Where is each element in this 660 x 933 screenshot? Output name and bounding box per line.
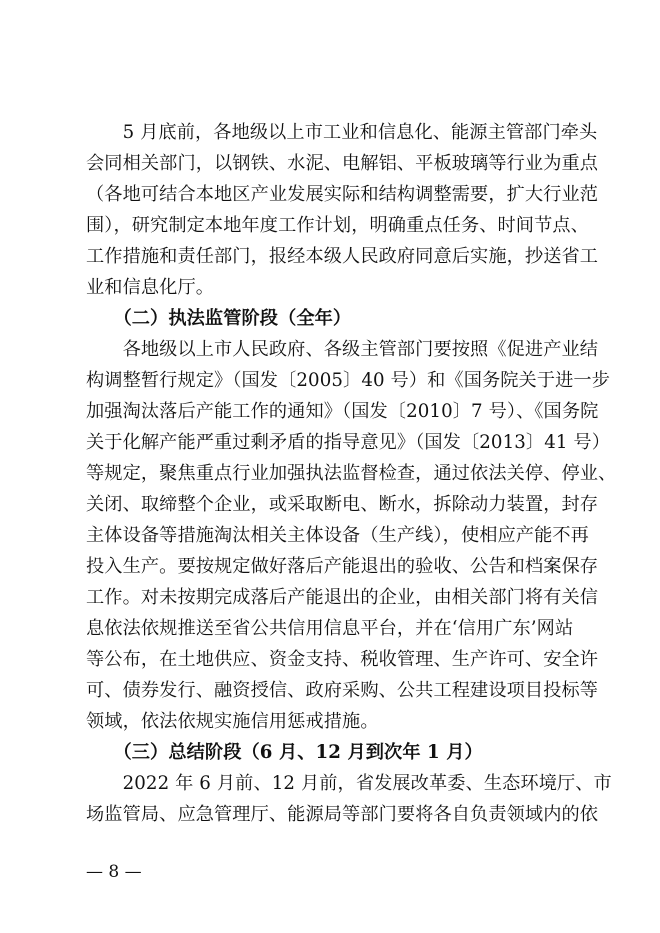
paragraph-line: 场监管局、应急管理厅、能源局等部门要将各自负责领域内的依	[86, 804, 599, 825]
paragraph-line: 围），研究制定本地年度工作计划，明确重点任务、时间节点、	[86, 215, 589, 236]
paragraph-line: 构调整暂行规定》（国发〔2005〕40 号）和《国务院关于进一步	[86, 370, 610, 391]
paragraph-line: 5 月底前，各地级以上市工业和信息化、能源主管部门牵头	[86, 122, 598, 143]
page-number: — 8 —	[86, 862, 142, 882]
paragraph-line: 领域，依法依规实施信用惩戒措施。	[86, 711, 379, 732]
paragraph-line: （各地可结合本地区产业发展实际和结构调整需要，扩大行业范	[86, 184, 599, 205]
paragraph-line: 关于化解产能严重过剩矛盾的指导意见》（国发〔2013〕41 号）	[86, 432, 610, 453]
paragraph-line: 工作。对未按期完成落后产能退出的企业，由相关部门将有关信	[86, 587, 599, 608]
paragraph-line: 业和信息化厅。	[86, 277, 215, 298]
paragraph-line: 2022 年 6 月前、12 月前，省发展改革委、生态环境厅、市	[86, 773, 612, 794]
paragraph-line: 投入生产。要按规定做好落后产能退出的验收、公告和档案保存	[86, 556, 599, 577]
section-heading-summary: （三）总结阶段（6 月、12 月到次年 1 月）	[86, 742, 483, 763]
paragraph-line: 各地级以上市人民政府、各级主管部门要按照《促进产业结	[86, 339, 599, 360]
paragraph-line: 可、债券发行、融资授信、政府采购、公共工程建设项目投标等	[86, 680, 599, 701]
paragraph-line: 工作措施和责任部门，报经本级人民政府同意后实施，抄送省工	[86, 246, 599, 267]
section-heading-enforcement: （二）执法监管阶段（全年）	[86, 308, 352, 329]
paragraph-line: 等公布，在土地供应、资金支持、税收管理、生产许可、安全许	[86, 649, 599, 670]
paragraph-line: 关闭、取缔整个企业，或采取断电、断水，拆除动力装置，封存	[86, 494, 599, 515]
paragraph-line: 加强淘汰落后产能工作的通知》（国发〔2010〕7 号）、《国务院	[86, 401, 599, 422]
paragraph-line: 主体设备等措施淘汰相关主体设备（生产线），使相应产能不再	[86, 525, 589, 546]
paragraph-line: 息依法依规推送至省公共信用信息平台，并在‘信用广东’网站	[86, 618, 574, 639]
paragraph-line: 会同相关部门，以钢铁、水泥、电解铝、平板玻璃等行业为重点	[86, 153, 599, 174]
paragraph-line: 等规定，聚焦重点行业加强执法监督检查，通过依法关停、停业、	[86, 463, 617, 484]
